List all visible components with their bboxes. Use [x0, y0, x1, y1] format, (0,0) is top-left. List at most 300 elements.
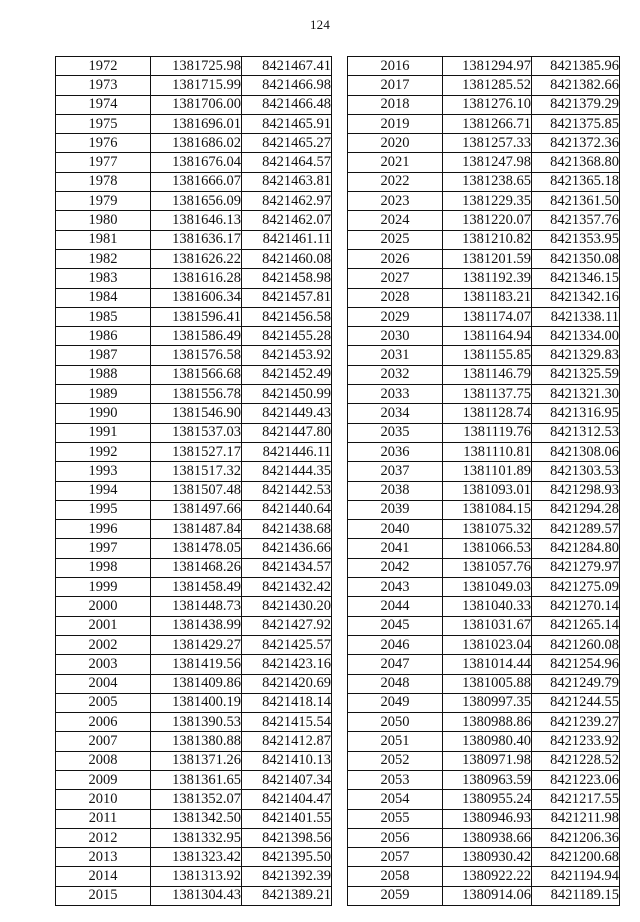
table-row	[348, 423, 620, 442]
year-cell: 1987	[56, 346, 151, 365]
y-coordinate-cell: 8421194.94	[532, 867, 620, 886]
year-cell: 2030	[348, 327, 443, 346]
year-cell: 2013	[56, 848, 151, 867]
year-cell: 2035	[348, 423, 443, 442]
y-coordinate-cell: 8421444.35	[242, 462, 332, 481]
y-coordinate-cell: 8421462.97	[242, 192, 332, 211]
y-coordinate-cell: 8421294.28	[532, 500, 620, 519]
table-row	[348, 770, 620, 789]
x-coordinate-cell: 1381390.53	[151, 713, 242, 732]
table-row	[348, 442, 620, 461]
table-row	[56, 809, 332, 828]
year-cell: 2032	[348, 365, 443, 384]
y-coordinate-cell: 8421223.06	[532, 770, 620, 789]
y-coordinate-cell: 8421427.92	[242, 616, 332, 635]
x-coordinate-cell: 1381014.44	[443, 655, 532, 674]
table-row	[56, 848, 332, 867]
year-cell: 1972	[56, 57, 151, 76]
x-coordinate-cell: 1381497.66	[151, 500, 242, 519]
table-row	[348, 558, 620, 577]
year-cell: 1994	[56, 481, 151, 500]
y-coordinate-cell: 8421385.96	[532, 57, 620, 76]
y-coordinate-cell: 8421460.08	[242, 249, 332, 268]
table-row	[56, 57, 332, 76]
y-coordinate-cell: 8421365.18	[532, 172, 620, 191]
y-coordinate-cell: 8421418.14	[242, 693, 332, 712]
x-coordinate-cell: 1381656.09	[151, 192, 242, 211]
x-coordinate-cell: 1381155.85	[443, 346, 532, 365]
y-coordinate-cell: 8421465.91	[242, 114, 332, 133]
table-row	[348, 732, 620, 751]
table-row	[348, 848, 620, 867]
y-coordinate-cell: 8421303.53	[532, 462, 620, 481]
year-cell: 2055	[348, 809, 443, 828]
year-cell: 2048	[348, 674, 443, 693]
y-coordinate-cell: 8421289.57	[532, 520, 620, 539]
y-coordinate-cell: 8421398.56	[242, 828, 332, 847]
year-cell: 1978	[56, 172, 151, 191]
year-cell: 2040	[348, 520, 443, 539]
x-coordinate-cell: 1381400.19	[151, 693, 242, 712]
table-row	[56, 655, 332, 674]
x-coordinate-cell: 1381458.49	[151, 578, 242, 597]
table-row	[56, 751, 332, 770]
year-cell: 2033	[348, 385, 443, 404]
y-coordinate-cell: 8421453.92	[242, 346, 332, 365]
year-cell: 1990	[56, 404, 151, 423]
y-coordinate-cell: 8421346.15	[532, 269, 620, 288]
year-cell: 1979	[56, 192, 151, 211]
x-coordinate-cell: 1381468.26	[151, 558, 242, 577]
table-row	[56, 578, 332, 597]
x-coordinate-cell: 1381478.05	[151, 539, 242, 558]
table-row	[348, 76, 620, 95]
y-coordinate-cell: 8421372.36	[532, 134, 620, 153]
y-coordinate-cell: 8421458.98	[242, 269, 332, 288]
year-cell: 2020	[348, 134, 443, 153]
table-row	[56, 172, 332, 191]
y-coordinate-cell: 8421239.27	[532, 713, 620, 732]
year-cell: 2026	[348, 249, 443, 268]
table-row	[348, 192, 620, 211]
year-cell: 1995	[56, 500, 151, 519]
year-cell: 1993	[56, 462, 151, 481]
year-cell: 2049	[348, 693, 443, 712]
table-row	[56, 404, 332, 423]
year-cell: 1982	[56, 249, 151, 268]
table-row	[56, 249, 332, 268]
table-row	[348, 867, 620, 886]
table-row	[56, 635, 332, 654]
year-cell: 2039	[348, 500, 443, 519]
table-row	[56, 230, 332, 249]
x-coordinate-cell: 1381220.07	[443, 211, 532, 230]
x-coordinate-cell: 1381352.07	[151, 790, 242, 809]
x-coordinate-cell: 1381128.74	[443, 404, 532, 423]
table-row	[56, 269, 332, 288]
year-cell: 2022	[348, 172, 443, 191]
table-row	[56, 442, 332, 461]
y-coordinate-cell: 8421312.53	[532, 423, 620, 442]
year-cell: 1981	[56, 230, 151, 249]
x-coordinate-cell: 1380922.22	[443, 867, 532, 886]
year-cell: 2003	[56, 655, 151, 674]
year-cell: 2052	[348, 751, 443, 770]
y-coordinate-cell: 8421467.41	[242, 57, 332, 76]
x-coordinate-cell: 1381005.88	[443, 674, 532, 693]
table-row	[348, 597, 620, 616]
x-coordinate-cell: 1381517.32	[151, 462, 242, 481]
x-coordinate-cell: 1381438.99	[151, 616, 242, 635]
table-row	[56, 134, 332, 153]
year-cell: 2004	[56, 674, 151, 693]
year-cell: 2050	[348, 713, 443, 732]
y-coordinate-cell: 8421432.42	[242, 578, 332, 597]
table-row	[348, 404, 620, 423]
y-coordinate-cell: 8421270.14	[532, 597, 620, 616]
y-coordinate-cell: 8421316.95	[532, 404, 620, 423]
year-cell: 1974	[56, 95, 151, 114]
year-cell: 2024	[348, 211, 443, 230]
x-coordinate-cell: 1381715.99	[151, 76, 242, 95]
y-coordinate-cell: 8421463.81	[242, 172, 332, 191]
table-row	[56, 558, 332, 577]
year-cell: 2042	[348, 558, 443, 577]
y-coordinate-cell: 8421379.29	[532, 95, 620, 114]
x-coordinate-cell: 1381276.10	[443, 95, 532, 114]
year-cell: 1997	[56, 539, 151, 558]
x-coordinate-cell: 1381257.33	[443, 134, 532, 153]
x-coordinate-cell: 1381294.97	[443, 57, 532, 76]
y-coordinate-cell: 8421420.69	[242, 674, 332, 693]
x-coordinate-cell: 1381487.84	[151, 520, 242, 539]
year-cell: 1986	[56, 327, 151, 346]
table-row	[56, 597, 332, 616]
y-coordinate-cell: 8421233.92	[532, 732, 620, 751]
table-row	[56, 693, 332, 712]
y-coordinate-cell: 8421189.15	[532, 886, 620, 905]
x-coordinate-cell: 1381057.76	[443, 558, 532, 577]
table-row	[348, 269, 620, 288]
y-coordinate-cell: 8421361.50	[532, 192, 620, 211]
y-coordinate-cell: 8421244.55	[532, 693, 620, 712]
x-coordinate-cell: 1380914.06	[443, 886, 532, 905]
year-cell: 1992	[56, 442, 151, 461]
year-cell: 2054	[348, 790, 443, 809]
y-coordinate-cell: 8421434.57	[242, 558, 332, 577]
y-coordinate-cell: 8421430.20	[242, 597, 332, 616]
year-cell: 2051	[348, 732, 443, 751]
year-cell: 2014	[56, 867, 151, 886]
y-coordinate-cell: 8421415.54	[242, 713, 332, 732]
table-row	[56, 500, 332, 519]
x-coordinate-cell: 1381696.01	[151, 114, 242, 133]
table-row	[348, 153, 620, 172]
y-coordinate-cell: 8421211.98	[532, 809, 620, 828]
year-cell: 1998	[56, 558, 151, 577]
year-cell: 1980	[56, 211, 151, 230]
year-cell: 2043	[348, 578, 443, 597]
y-coordinate-cell: 8421249.79	[532, 674, 620, 693]
year-cell: 2056	[348, 828, 443, 847]
table-row	[348, 674, 620, 693]
year-cell: 2041	[348, 539, 443, 558]
table-row	[348, 249, 620, 268]
table-row	[56, 790, 332, 809]
year-cell: 2001	[56, 616, 151, 635]
year-cell: 2057	[348, 848, 443, 867]
table-row	[56, 539, 332, 558]
coordinate-table-right	[347, 56, 620, 906]
table-row	[56, 674, 332, 693]
x-coordinate-cell: 1381676.04	[151, 153, 242, 172]
year-cell: 2059	[348, 886, 443, 905]
x-coordinate-cell: 1381566.68	[151, 365, 242, 384]
year-cell: 1989	[56, 385, 151, 404]
x-coordinate-cell: 1381380.88	[151, 732, 242, 751]
table-row	[348, 365, 620, 384]
y-coordinate-cell: 8421462.07	[242, 211, 332, 230]
year-cell: 1975	[56, 114, 151, 133]
year-cell: 2017	[348, 76, 443, 95]
table-row	[348, 385, 620, 404]
table-row	[56, 346, 332, 365]
x-coordinate-cell: 1381146.79	[443, 365, 532, 384]
year-cell: 2002	[56, 635, 151, 654]
y-coordinate-cell: 8421275.09	[532, 578, 620, 597]
x-coordinate-cell: 1381023.04	[443, 635, 532, 654]
x-coordinate-cell: 1381725.98	[151, 57, 242, 76]
year-cell: 1973	[56, 76, 151, 95]
x-coordinate-cell: 1381546.90	[151, 404, 242, 423]
x-coordinate-cell: 1380980.40	[443, 732, 532, 751]
year-cell: 2009	[56, 770, 151, 789]
table-row	[56, 462, 332, 481]
year-cell: 2018	[348, 95, 443, 114]
x-coordinate-cell: 1381646.13	[151, 211, 242, 230]
table-row	[348, 693, 620, 712]
y-coordinate-cell: 8421392.39	[242, 867, 332, 886]
table-row	[348, 211, 620, 230]
y-coordinate-cell: 8421423.16	[242, 655, 332, 674]
y-coordinate-cell: 8421457.81	[242, 288, 332, 307]
year-cell: 2010	[56, 790, 151, 809]
y-coordinate-cell: 8421357.76	[532, 211, 620, 230]
table-row	[348, 134, 620, 153]
table-row	[348, 481, 620, 500]
year-cell: 2034	[348, 404, 443, 423]
x-coordinate-cell: 1381576.58	[151, 346, 242, 365]
y-coordinate-cell: 8421449.43	[242, 404, 332, 423]
x-coordinate-cell: 1381507.48	[151, 481, 242, 500]
table-row	[56, 327, 332, 346]
year-cell: 2015	[56, 886, 151, 905]
coordinate-table-right-body	[348, 57, 620, 906]
table-row	[348, 790, 620, 809]
table-row	[348, 462, 620, 481]
table-row	[348, 346, 620, 365]
table-row	[56, 192, 332, 211]
table-row	[56, 867, 332, 886]
x-coordinate-cell: 1380997.35	[443, 693, 532, 712]
y-coordinate-cell: 8421353.95	[532, 230, 620, 249]
y-coordinate-cell: 8421382.66	[532, 76, 620, 95]
year-cell: 2000	[56, 597, 151, 616]
table-row	[348, 327, 620, 346]
year-cell: 2037	[348, 462, 443, 481]
x-coordinate-cell: 1381238.65	[443, 172, 532, 191]
x-coordinate-cell: 1381137.75	[443, 385, 532, 404]
year-cell: 2016	[348, 57, 443, 76]
x-coordinate-cell: 1381040.33	[443, 597, 532, 616]
year-cell: 2023	[348, 192, 443, 211]
x-coordinate-cell: 1380988.86	[443, 713, 532, 732]
y-coordinate-cell: 8421329.83	[532, 346, 620, 365]
table-row	[348, 307, 620, 326]
x-coordinate-cell: 1381706.00	[151, 95, 242, 114]
y-coordinate-cell: 8421446.11	[242, 442, 332, 461]
year-cell: 1977	[56, 153, 151, 172]
table-row	[348, 520, 620, 539]
table-row	[348, 635, 620, 654]
year-cell: 2053	[348, 770, 443, 789]
x-coordinate-cell: 1381174.07	[443, 307, 532, 326]
y-coordinate-cell: 8421410.13	[242, 751, 332, 770]
x-coordinate-cell: 1381285.52	[443, 76, 532, 95]
year-cell: 2045	[348, 616, 443, 635]
table-row	[56, 153, 332, 172]
table-row	[56, 288, 332, 307]
y-coordinate-cell: 8421464.57	[242, 153, 332, 172]
coordinate-table-left-body	[56, 57, 332, 906]
x-coordinate-cell: 1381313.92	[151, 867, 242, 886]
x-coordinate-cell: 1381031.67	[443, 616, 532, 635]
table-row	[56, 385, 332, 404]
table-row	[348, 616, 620, 635]
y-coordinate-cell: 8421442.53	[242, 481, 332, 500]
x-coordinate-cell: 1381626.22	[151, 249, 242, 268]
table-row	[56, 365, 332, 384]
table-row	[348, 886, 620, 905]
table-row	[348, 578, 620, 597]
x-coordinate-cell: 1381636.17	[151, 230, 242, 249]
y-coordinate-cell: 8421407.34	[242, 770, 332, 789]
x-coordinate-cell: 1381361.65	[151, 770, 242, 789]
table-row	[348, 230, 620, 249]
y-coordinate-cell: 8421375.85	[532, 114, 620, 133]
y-coordinate-cell: 8421447.80	[242, 423, 332, 442]
year-cell: 1991	[56, 423, 151, 442]
table-row	[56, 423, 332, 442]
y-coordinate-cell: 8421325.59	[532, 365, 620, 384]
y-coordinate-cell: 8421389.21	[242, 886, 332, 905]
year-cell: 2028	[348, 288, 443, 307]
year-cell: 1983	[56, 269, 151, 288]
year-cell: 2008	[56, 751, 151, 770]
table-row	[56, 76, 332, 95]
x-coordinate-cell: 1381164.94	[443, 327, 532, 346]
x-coordinate-cell: 1381448.73	[151, 597, 242, 616]
year-cell: 2058	[348, 867, 443, 886]
x-coordinate-cell: 1381527.17	[151, 442, 242, 461]
table-row	[56, 616, 332, 635]
year-cell: 2025	[348, 230, 443, 249]
year-cell: 2031	[348, 346, 443, 365]
year-cell: 2046	[348, 635, 443, 654]
y-coordinate-cell: 8421440.64	[242, 500, 332, 519]
y-coordinate-cell: 8421461.11	[242, 230, 332, 249]
x-coordinate-cell: 1381266.71	[443, 114, 532, 133]
x-coordinate-cell: 1381093.01	[443, 481, 532, 500]
table-row	[56, 114, 332, 133]
x-coordinate-cell: 1381666.07	[151, 172, 242, 191]
x-coordinate-cell: 1381409.86	[151, 674, 242, 693]
year-cell: 2019	[348, 114, 443, 133]
year-cell: 2007	[56, 732, 151, 751]
table-row	[56, 732, 332, 751]
y-coordinate-cell: 8421228.52	[532, 751, 620, 770]
y-coordinate-cell: 8421466.48	[242, 95, 332, 114]
x-coordinate-cell: 1381606.34	[151, 288, 242, 307]
y-coordinate-cell: 8421298.93	[532, 481, 620, 500]
table-row	[348, 751, 620, 770]
x-coordinate-cell: 1381371.26	[151, 751, 242, 770]
x-coordinate-cell: 1381049.03	[443, 578, 532, 597]
y-coordinate-cell: 8421279.97	[532, 558, 620, 577]
y-coordinate-cell: 8421284.80	[532, 539, 620, 558]
year-cell: 1996	[56, 520, 151, 539]
y-coordinate-cell: 8421466.98	[242, 76, 332, 95]
table-row	[348, 500, 620, 519]
x-coordinate-cell: 1380930.42	[443, 848, 532, 867]
table-row	[56, 520, 332, 539]
x-coordinate-cell: 1381192.39	[443, 269, 532, 288]
year-cell: 2044	[348, 597, 443, 616]
table-row	[56, 481, 332, 500]
y-coordinate-cell: 8421465.27	[242, 134, 332, 153]
x-coordinate-cell: 1381596.41	[151, 307, 242, 326]
year-cell: 2027	[348, 269, 443, 288]
year-cell: 2036	[348, 442, 443, 461]
table-row	[348, 95, 620, 114]
y-coordinate-cell: 8421308.06	[532, 442, 620, 461]
table-row	[56, 307, 332, 326]
x-coordinate-cell: 1381323.42	[151, 848, 242, 867]
year-cell: 1984	[56, 288, 151, 307]
y-coordinate-cell: 8421455.28	[242, 327, 332, 346]
y-coordinate-cell: 8421438.68	[242, 520, 332, 539]
table-row	[348, 57, 620, 76]
table-row	[348, 539, 620, 558]
year-cell: 2047	[348, 655, 443, 674]
year-cell: 2006	[56, 713, 151, 732]
y-coordinate-cell: 8421265.14	[532, 616, 620, 635]
y-coordinate-cell: 8421206.36	[532, 828, 620, 847]
y-coordinate-cell: 8421350.08	[532, 249, 620, 268]
x-coordinate-cell: 1381110.81	[443, 442, 532, 461]
year-cell: 2005	[56, 693, 151, 712]
x-coordinate-cell: 1381686.02	[151, 134, 242, 153]
x-coordinate-cell: 1381586.49	[151, 327, 242, 346]
y-coordinate-cell: 8421200.68	[532, 848, 620, 867]
coordinate-table-left	[55, 56, 332, 906]
x-coordinate-cell: 1380971.98	[443, 751, 532, 770]
x-coordinate-cell: 1381066.53	[443, 539, 532, 558]
y-coordinate-cell: 8421254.96	[532, 655, 620, 674]
x-coordinate-cell: 1381183.21	[443, 288, 532, 307]
x-coordinate-cell: 1381201.59	[443, 249, 532, 268]
year-cell: 2029	[348, 307, 443, 326]
